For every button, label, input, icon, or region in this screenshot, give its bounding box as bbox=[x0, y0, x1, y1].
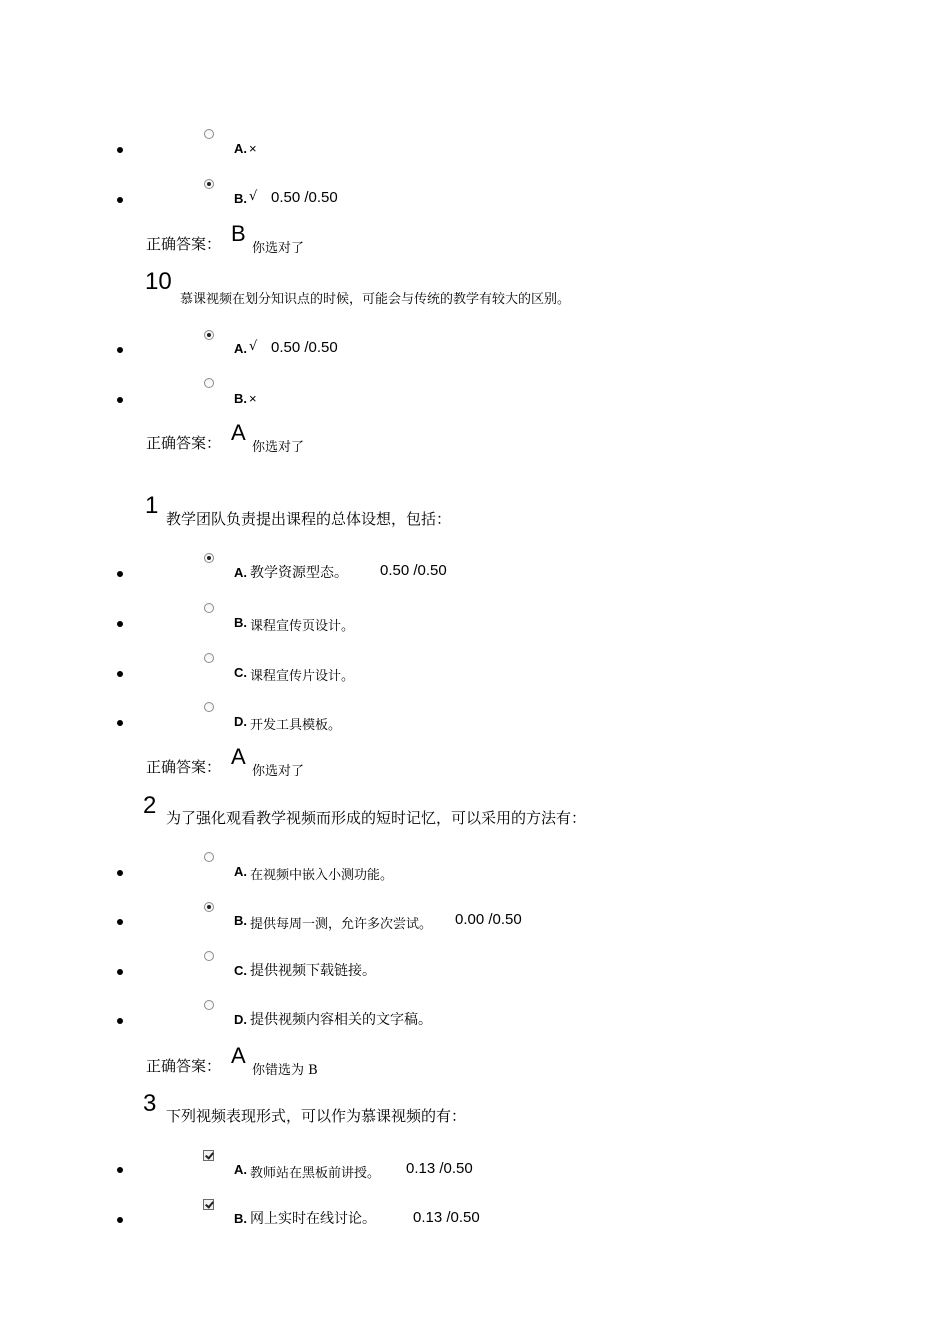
option-radio-a[interactable] bbox=[204, 852, 214, 862]
correct-answer-label: 正确答案： bbox=[146, 1057, 222, 1075]
question-text: 慕课视频在划分知识点的时候，可能会与传统的教学有较大的区别。 bbox=[180, 292, 571, 307]
question-text: 为了强化观看教学视频而形成的短时记忆，可以采用的方法有： bbox=[166, 809, 587, 827]
option-letter: A. bbox=[234, 864, 247, 879]
correct-answer-letter: B bbox=[231, 221, 246, 246]
list-bullet bbox=[117, 1167, 123, 1173]
correct-answer-label: 正确答案： bbox=[146, 235, 222, 253]
answer-status: 你选对了 bbox=[252, 764, 305, 779]
list-bullet bbox=[117, 347, 123, 353]
option-radio-c[interactable] bbox=[204, 653, 214, 663]
question-text: 教学团队负责提出课程的总体设想，包括： bbox=[166, 510, 452, 528]
option-letter: B. bbox=[234, 1211, 247, 1226]
list-bullet bbox=[117, 621, 123, 627]
list-bullet bbox=[117, 571, 123, 577]
answer-status: 你错选为 B bbox=[252, 1063, 318, 1078]
option-text: 教师站在黑板前讲授。 bbox=[250, 1166, 381, 1181]
correct-answer-letter: A bbox=[231, 1043, 246, 1068]
option-letter: B. bbox=[234, 913, 247, 928]
question-text: 下列视频表现形式，可以作为慕课视频的有： bbox=[166, 1107, 467, 1125]
question-number: 10 bbox=[145, 268, 172, 295]
option-text: × bbox=[249, 141, 257, 156]
list-bullet bbox=[117, 1217, 123, 1223]
list-bullet bbox=[117, 671, 123, 677]
option-radio-a[interactable] bbox=[204, 129, 214, 139]
option-text: 课程宣传片设计。 bbox=[250, 669, 355, 684]
option-text: 课程宣传页设计。 bbox=[250, 619, 355, 634]
question-number: 1 bbox=[145, 492, 159, 519]
correct-answer-label: 正确答案： bbox=[146, 758, 222, 776]
option-text: √ bbox=[249, 189, 258, 204]
option-letter: D. bbox=[234, 1012, 247, 1027]
option-letter: C. bbox=[234, 665, 247, 680]
option-radio-b[interactable] bbox=[204, 378, 214, 388]
list-bullet bbox=[117, 720, 123, 726]
option-letter: B. bbox=[234, 615, 247, 630]
list-bullet bbox=[117, 969, 123, 975]
correct-answer-label: 正确答案： bbox=[146, 434, 222, 452]
list-bullet bbox=[117, 197, 123, 203]
option-score: 0.50 /0.50 bbox=[380, 562, 447, 579]
option-radio-d[interactable] bbox=[204, 702, 214, 712]
option-letter: A. bbox=[234, 341, 247, 356]
option-text: × bbox=[249, 391, 257, 406]
option-text: 提供视频下载链接。 bbox=[250, 963, 376, 979]
list-bullet bbox=[117, 919, 123, 925]
option-letter: D. bbox=[234, 714, 247, 729]
option-text: 在视频中嵌入小测功能。 bbox=[250, 868, 394, 883]
option-text: √ bbox=[249, 339, 258, 354]
option-text: 提供视频内容相关的文字稿。 bbox=[250, 1012, 432, 1028]
option-text: 网上实时在线讨论。 bbox=[250, 1211, 376, 1227]
option-letter: A. bbox=[234, 1162, 247, 1177]
list-bullet bbox=[117, 870, 123, 876]
option-score: 0.00 /0.50 bbox=[455, 911, 522, 928]
list-bullet bbox=[117, 147, 123, 153]
option-score: 0.13 /0.50 bbox=[406, 1160, 473, 1177]
option-radio-a[interactable] bbox=[204, 553, 214, 563]
option-radio-b[interactable] bbox=[204, 603, 214, 613]
question-number: 3 bbox=[143, 1090, 157, 1117]
option-radio-a[interactable] bbox=[204, 330, 214, 340]
option-text: 提供每周一测，允许多次尝试。 bbox=[250, 917, 433, 932]
option-letter: A. bbox=[234, 141, 247, 156]
option-score: 0.13 /0.50 bbox=[413, 1209, 480, 1226]
option-text: 开发工具模板。 bbox=[250, 718, 342, 733]
option-letter: B. bbox=[234, 391, 247, 406]
option-radio-d[interactable] bbox=[204, 1000, 214, 1010]
option-radio-b[interactable] bbox=[204, 179, 214, 189]
answer-status: 你选对了 bbox=[252, 241, 305, 256]
option-checkbox-a[interactable] bbox=[203, 1150, 214, 1161]
option-radio-c[interactable] bbox=[204, 951, 214, 961]
answer-status: 你选对了 bbox=[252, 440, 305, 455]
option-letter: C. bbox=[234, 963, 247, 978]
question-number: 2 bbox=[143, 792, 157, 819]
option-score: 0.50 /0.50 bbox=[271, 339, 338, 356]
list-bullet bbox=[117, 1018, 123, 1024]
correct-answer-letter: A bbox=[231, 744, 246, 769]
option-letter: B. bbox=[234, 191, 247, 206]
option-letter: A. bbox=[234, 565, 247, 580]
option-checkbox-b[interactable] bbox=[203, 1199, 214, 1210]
correct-answer-letter: A bbox=[231, 420, 246, 445]
option-text: 教学资源型态。 bbox=[250, 565, 348, 581]
list-bullet bbox=[117, 397, 123, 403]
option-score: 0.50 /0.50 bbox=[271, 189, 338, 206]
option-radio-b[interactable] bbox=[204, 902, 214, 912]
